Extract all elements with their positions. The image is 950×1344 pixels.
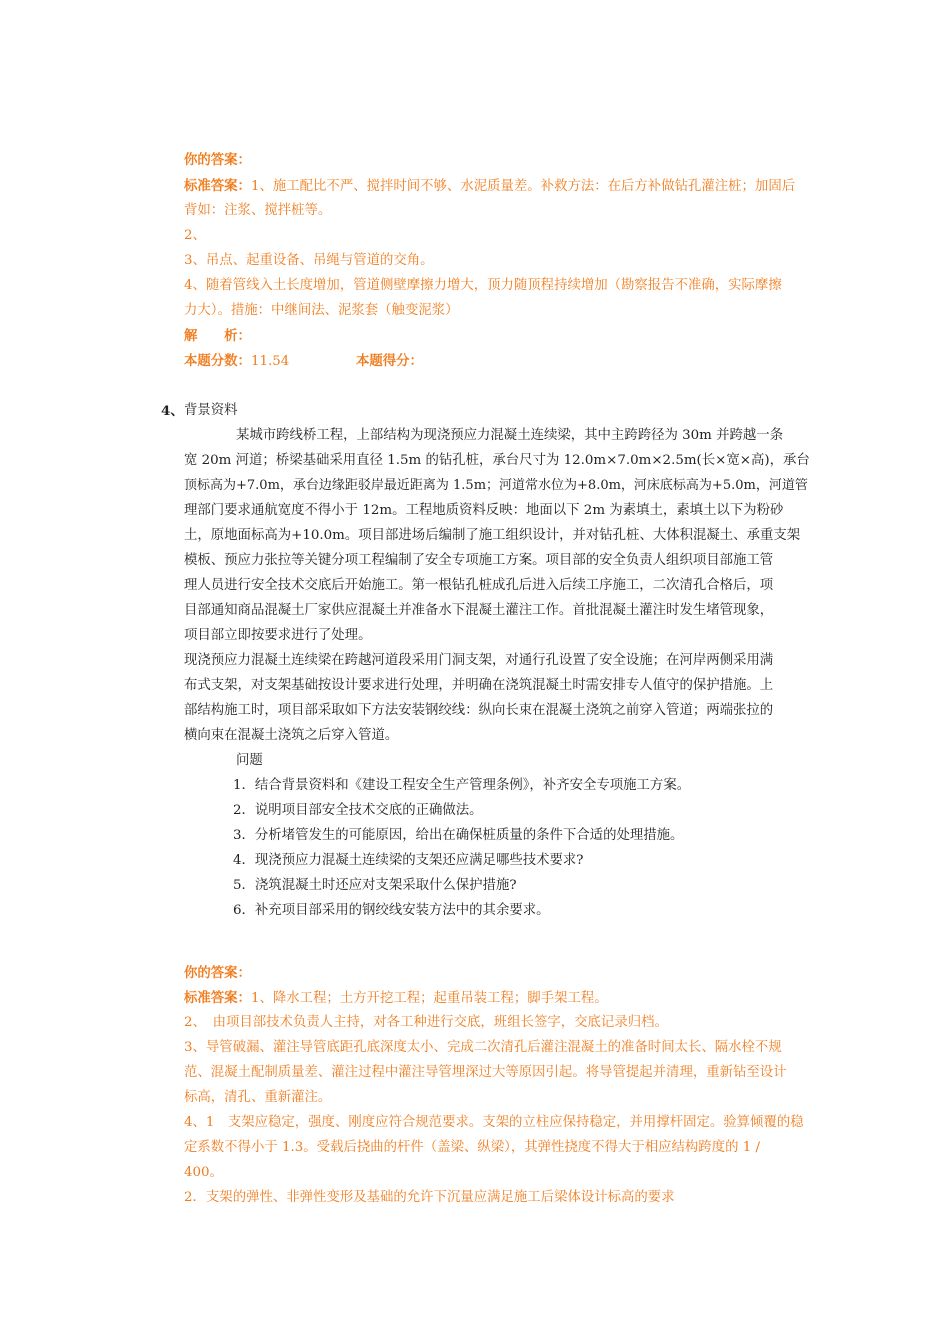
standard-answer-label: 标准答案： bbox=[184, 990, 251, 1006]
standard-answer-line: 标高，清孔、重新灌注。 bbox=[184, 1090, 332, 1105]
score-line bbox=[184, 352, 289, 371]
background-paragraph-line: 土，原地面标高为+10.0m。项目部进场后编制了施工组织设计，并对钻孔桩、大体积混凝土、承重支架 bbox=[184, 528, 801, 543]
background-paragraph-line: 目部通知商品混凝土厂家供应混凝土并准备水下混凝土灌注工作。首批混凝土灌注时发生堵管现象， bbox=[184, 603, 774, 618]
your-answer-label: 你的答案： bbox=[184, 965, 251, 981]
background-paragraph-line: 某城市跨线桥工程，上部结构为现浇预应力混凝土连续梁，其中主跨跨径为 30m 并跨越一条 bbox=[236, 428, 784, 443]
background-paragraph-line: 理人员进行安全技术交底后开始施工。第一根钻孔桩成孔后进入后续工序施工，二次清孔合格后，项 bbox=[184, 578, 774, 593]
score-value: 11.54 bbox=[250, 354, 290, 369]
background-paragraph-line: 布式支架，对支架基础按设计要求进行处理，并明确在浇筑混凝土时需安排专人值守的保护措施。上 bbox=[184, 678, 774, 693]
your-answer-label: 你的答案： bbox=[184, 152, 251, 168]
standard-answer-line: 2．支架的弹性、非弹性变形及基础的允许下沉量应满足施工后梁体设计标高的要求 bbox=[184, 1190, 675, 1205]
score-label: 本题分数： bbox=[184, 353, 251, 369]
background-paragraph-line: 项目部立即按要求进行了处理。 bbox=[184, 628, 372, 643]
question-number: 4、 bbox=[161, 403, 184, 419]
question-item: 6．补充项目部采用的钢绞线安装方法中的其余要求。 bbox=[233, 903, 550, 918]
standard-answer-line: 背如：注浆、搅拌桩等。 bbox=[184, 203, 332, 218]
analysis-label: 解 析： bbox=[184, 328, 251, 344]
question-item: 1．结合背景资料和《建设工程安全生产管理条例》，补齐安全专项施工方案。 bbox=[233, 778, 691, 793]
background-paragraph-line: 宽 20m 河道；桥梁基础采用直径 1.5m 的钻孔桩，承台尺寸为 12.0m×7.0m×2.5m(长×宽×高)，承台 bbox=[184, 453, 810, 468]
standard-answer-line: 2、 由项目部技术负责人主持，对各工种进行交底，班组长签字，交底记录归档。 bbox=[184, 1015, 668, 1030]
standard-answer-line: 3、导管破漏、灌注导管底距孔底深度太小、完成二次清孔后灌注混凝土的准备时间太长、隔水栓不规 bbox=[184, 1040, 782, 1055]
standard-answer-label: 标准答案： bbox=[184, 178, 251, 194]
background-paragraph-line: 现浇预应力混凝土连续梁在跨越河道段采用门洞支架，对通行孔设置了安全设施；在河岸两侧采用满 bbox=[184, 653, 774, 668]
background-paragraph-line: 理部门要求通航宽度不得小于 12m。工程地质资料反映：地面以下 2m 为素填土，素填土以下为粉砂 bbox=[184, 503, 784, 518]
standard-answer-line bbox=[184, 989, 608, 1008]
questions-heading: 问题 bbox=[236, 753, 263, 768]
background-paragraph-line: 部结构施工时，项目部采取如下方法安装钢绞线：纵向长束在混凝土浇筑之前穿入管道；两端张拉的 bbox=[184, 703, 774, 718]
background-paragraph-line: 顶标高为+7.0m，承台边缘距驳岸最近距离为 1.5m；河道常水位为+8.0m，河床底标高为+5.0m，河道管 bbox=[184, 478, 808, 493]
standard-answer-line: 范、混凝土配制质量差、灌注过程中灌注导管埋深过大等原因引起。将导管提起并清理，重新钻至设计 bbox=[184, 1065, 787, 1080]
standard-answer-line bbox=[184, 177, 795, 196]
standard-answer-line: 3、吊点、起重设备、吊绳与管道的交角。 bbox=[184, 253, 434, 268]
question-item: 5．浇筑混凝土时还应对支架采取什么保护措施? bbox=[233, 878, 517, 893]
question-item: 3．分析堵管发生的可能原因，给出在确保桩质量的条件下合适的处理措施。 bbox=[233, 828, 684, 843]
standard-answer-line: 2、 bbox=[184, 228, 206, 243]
standard-answer-line: 4、随着管线入土长度增加，管道侧壁摩擦力增大，顶力随顶程持续增加（勘察报告不准确，实际摩擦 bbox=[184, 278, 782, 293]
got-score-label: 本题得分： bbox=[356, 353, 423, 369]
background-paragraph-line: 横向束在混凝土浇筑之后穿入管道。 bbox=[184, 728, 399, 743]
standard-answer-line: 400。 bbox=[184, 1165, 223, 1180]
standard-answer-line: 4、1 支架应稳定，强度、刚度应符合规范要求。支架的立柱应保持稳定，并用撑杆固定。验算倾覆的稳 bbox=[184, 1115, 804, 1130]
standard-answer-text: 1、施工配比不严、搅拌时间不够、水泥质量差。补救方法：在后方补做钻孔灌注桩；加固后 bbox=[250, 179, 796, 194]
standard-answer-text: 1、降水工程；土方开挖工程；起重吊装工程；脚手架工程。 bbox=[250, 991, 608, 1006]
question-item: 4．现浇预应力混凝土连续梁的支架还应满足哪些技术要求? bbox=[233, 853, 584, 868]
standard-answer-line: 定系数不得小于 1.3。受载后挠曲的杆件（盖梁、纵梁），其弹性挠度不得大于相应结构跨度的 1 / bbox=[184, 1140, 761, 1155]
background-heading: 背景资料 bbox=[184, 403, 238, 418]
standard-answer-line: 力大）。措施：中继间法、泥浆套（触变泥浆） bbox=[184, 303, 459, 318]
question-item: 2．说明项目部安全技术交底的正确做法。 bbox=[233, 803, 483, 818]
background-paragraph-line: 模板、预应力张拉等关键分项工程编制了安全专项施工方案。项目部的安全负责人组织项目部施工管 bbox=[184, 553, 774, 568]
